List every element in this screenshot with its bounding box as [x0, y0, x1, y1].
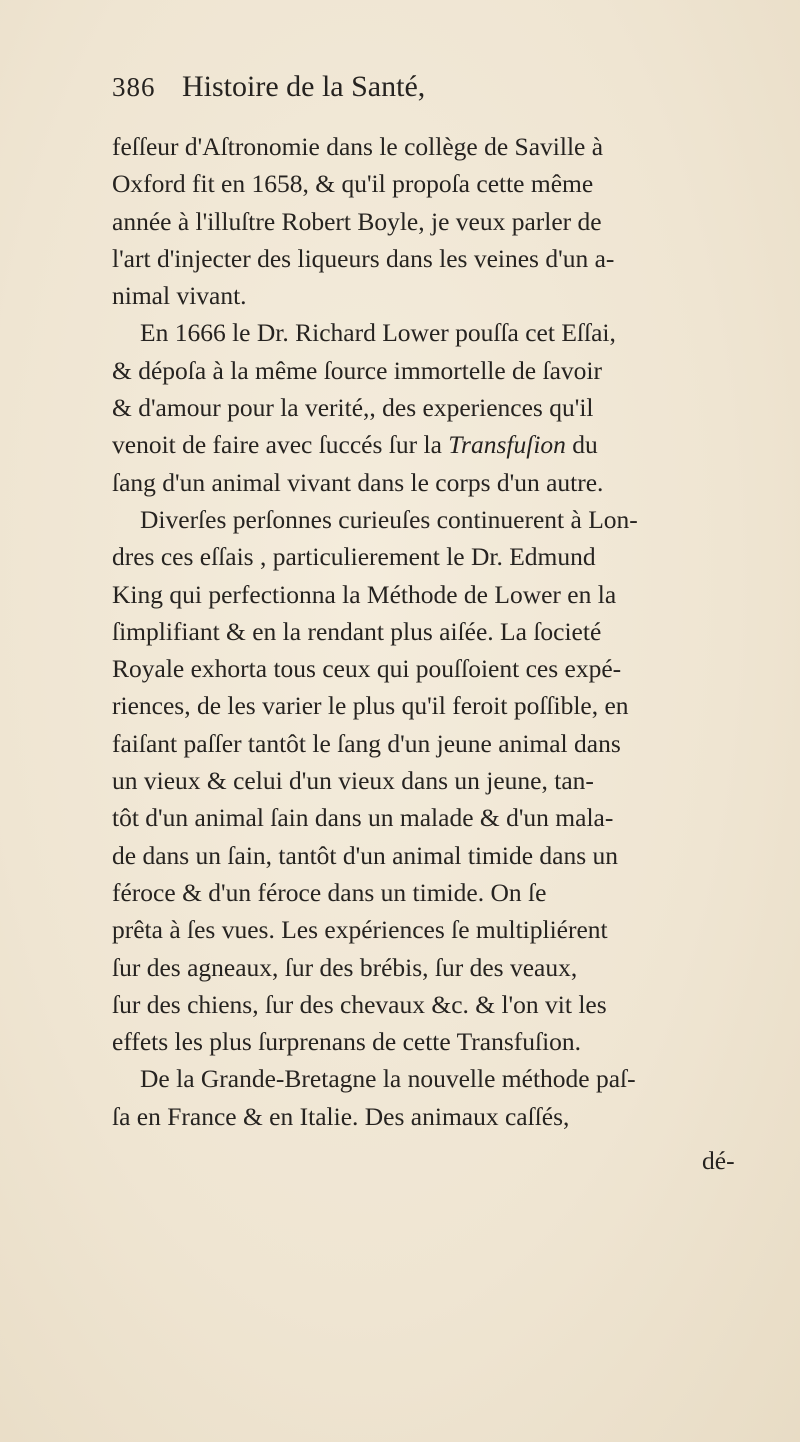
italic-term: Transfuſion [448, 430, 566, 460]
text-line: faiſant paſſer tantôt le ſang d'un jeune animal dans [112, 728, 621, 758]
text-line: ſang d'un animal vivant dans le corps d'un autre. [112, 467, 604, 497]
catchword: dé- [702, 1146, 735, 1175]
text-line: ſimplifiant & en la rendant plus aiſée. La ſocieté [112, 616, 602, 646]
text-line: nimal vivant. [112, 281, 247, 311]
text-line-start: venoit de faire avec ſuccés ſur la [112, 430, 442, 460]
text-line: Oxford fit en 1658, & qu'il propoſa cette même [112, 169, 594, 199]
text-line: De la Grande-Bretagne la nouvelle méthode paſ- [140, 1064, 636, 1094]
text-line: King qui perfectionna la Méthode de Lower en la [112, 579, 617, 609]
text-line-with-italic [112, 426, 752, 463]
text-line: ſur des agneaux, ſur des brébis, ſur des veaux, [112, 952, 578, 982]
text-line: Royale exhorta tous ceux qui pouſſoient ces expé- [112, 654, 622, 684]
text-line: dres ces eſſais , particulierement le Dr. Edmund [112, 542, 596, 572]
text-line: Diverſes perſonnes curieuſes continuerent à Lon- [140, 504, 638, 534]
text-line: ſa en France & en Italie. Des animaux caſſés, [112, 1101, 570, 1131]
text-line: un vieux & celui d'un vieux dans un jeune, tan- [112, 766, 594, 796]
body-text [112, 128, 752, 1135]
text-line: riences, de les varier le plus qu'il feroit poſſible, en [112, 691, 629, 721]
running-title: Histoire de la Santé, [182, 70, 426, 103]
page-number: 386 [112, 72, 156, 102]
text-line: & dépoſa à la même ſource immortelle de ſavoir [112, 355, 602, 385]
text-line: de dans un ſain, tantôt d'un animal timide dans un [112, 840, 619, 870]
text-line: ſur des chiens, ſur des chevaux &c. & l'on vit les [112, 989, 607, 1019]
text-line: féroce & d'un féroce dans un timide. On ſe [112, 877, 547, 907]
text-line: & d'amour pour la verité,, des experiences qu'il [112, 393, 594, 423]
text-line: feſſeur d'Aſtronomie dans le collège de Saville à [112, 132, 604, 161]
text-line: effets les plus ſurprenans de cette Transfuſion. [112, 1027, 582, 1057]
text-line: prêta à ſes vues. Les expériences ſe multipliérent [112, 915, 608, 945]
text-line: année à l'illuſtre Robert Boyle, je veux parler de [112, 206, 602, 236]
text-line: En 1666 le Dr. Richard Lower pouſſa cet Eſſai, [140, 318, 616, 348]
text-line: tôt d'un animal ſain dans un malade & d'un mala- [112, 803, 614, 833]
page-header [112, 70, 672, 114]
text-line: l'art d'injecter des liqueurs dans les veines d'un a- [112, 243, 615, 273]
text-line-end: du [572, 430, 598, 460]
